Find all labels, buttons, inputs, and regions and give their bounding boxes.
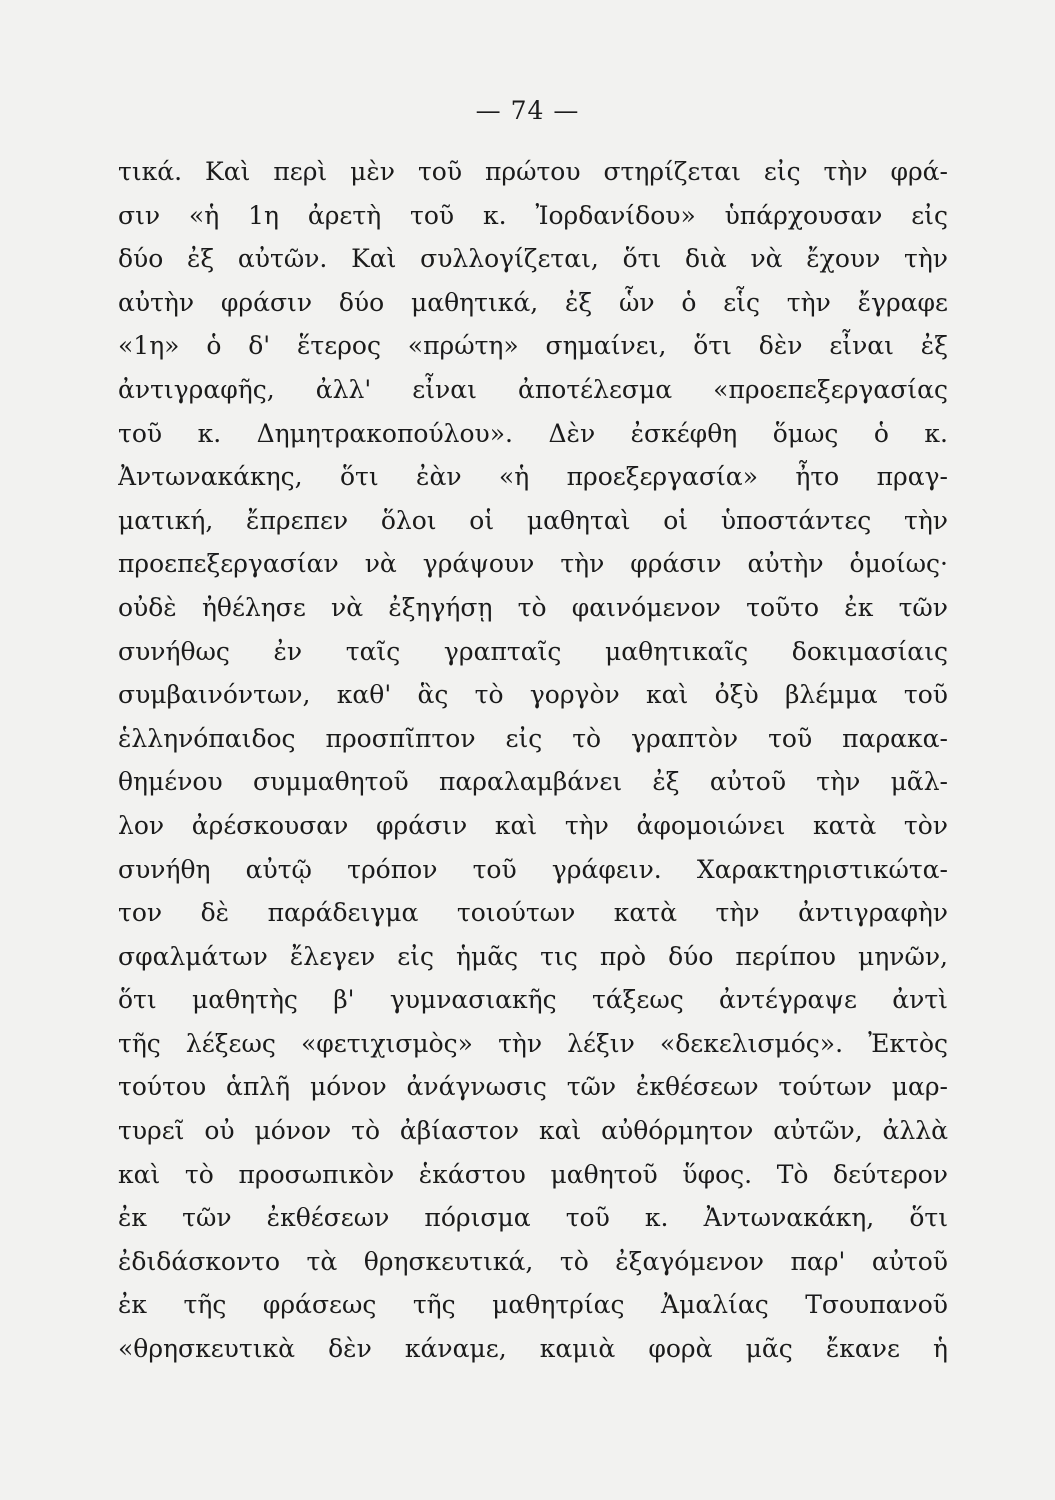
text-line: «1η» ὁ δ' ἕτερος «πρώτη» σημαίνει, ὅτι δὲν εἶναι ἐξ bbox=[118, 331, 948, 361]
text-line: συνήθως ἐν ταῖς γραπταῖς μαθητικαῖς δοκιμασίαις bbox=[118, 636, 948, 666]
text-line: ἑλληνόπαιδος προσπῖπτον εἰς τὸ γραπτὸν τοῦ παρακα- bbox=[118, 723, 948, 753]
text-line: ἀντιγραφῆς, ἀλλ' εἶναι ἀποτέλεσμα «προεπεξεργασίας bbox=[118, 374, 948, 404]
text-line: ματική, ἔπρεπεν ὅλοι οἱ μαθηταὶ οἱ ὑποστάντες τὴν bbox=[118, 505, 948, 535]
text-line: ὅτι μαθητὴς β' γυμνασιακῆς τάξεως ἀντέγραψε ἀντὶ bbox=[118, 985, 948, 1015]
text-line: προεπεξεργασίαν νὰ γράψουν τὴν φράσιν αὐτὴν ὁμοίως· bbox=[118, 549, 948, 579]
text-line: τῆς λέξεως «φετιχισμὸς» τὴν λέξιν «δεκελισμός». Ἐκτὸς bbox=[118, 1028, 948, 1058]
text-line: ἐκ τῶν ἐκθέσεων πόρισμα τοῦ κ. Ἀντωνακάκη, ὅτι bbox=[118, 1203, 948, 1233]
text-line: «θρησκευτικὰ δὲν κάναμε, καμιὰ φορὰ μᾶς ἔκανε ἡ bbox=[118, 1334, 948, 1364]
text-line: αὐτὴν φράσιν δύο μαθητικά, ἐξ ὧν ὁ εἷς τὴν ἔγραφε bbox=[118, 287, 948, 317]
text-line: ἐκ τῆς φράσεως τῆς μαθητρίας Ἀμαλίας Τσουπανοῦ bbox=[118, 1290, 948, 1320]
text-line: τοῦ κ. Δημητρακοπούλου». Δὲν ἐσκέφθη ὅμως ὁ κ. bbox=[118, 418, 948, 448]
page-number: — 74 — bbox=[475, 96, 580, 125]
text-line: συμβαινόντων, καθ' ἃς τὸ γοργὸν καὶ ὀξὺ βλέμμα τοῦ bbox=[118, 680, 948, 710]
text-line: ἐδιδάσκοντο τὰ θρησκευτικά, τὸ ἐξαγόμενον παρ' αὐτοῦ bbox=[118, 1246, 948, 1276]
text-line: σιν «ἡ 1η ἀρετὴ τοῦ κ. Ἰορδανίδου» ὑπάρχουσαν εἰς bbox=[118, 200, 948, 230]
text-line: τυρεῖ οὐ μόνον τὸ ἀβίαστον καὶ αὐθόρμητον αὐτῶν, ἀλλὰ bbox=[118, 1116, 948, 1146]
text-line: λον ἀρέσκουσαν φράσιν καὶ τὴν ἀφομοιώνει κατὰ τὸν bbox=[118, 810, 948, 840]
text-line: Ἀντωνακάκης, ὅτι ἐὰν «ἡ προεξεργασία» ἦτο πραγ- bbox=[118, 462, 948, 492]
text-line: δύο ἐξ αὐτῶν. Καὶ συλλογίζεται, ὅτι διὰ νὰ ἔχουν τὴν bbox=[118, 244, 948, 274]
text-line: καὶ τὸ προσωπικὸν ἑκάστου μαθητοῦ ὕφος. Τὸ δεύτερον bbox=[118, 1159, 948, 1189]
text-line: τικά. Καὶ περὶ μὲν τοῦ πρώτου στηρίζεται εἰς τὴν φρά- bbox=[118, 157, 948, 186]
text-line: τούτου ἁπλῆ μόνον ἀνάγνωσις τῶν ἐκθέσεων τούτων μαρ- bbox=[118, 1072, 948, 1102]
body-text bbox=[118, 150, 948, 1371]
text-line: θημένου συμμαθητοῦ παραλαμβάνει ἐξ αὐτοῦ τὴν μᾶλ- bbox=[118, 767, 948, 797]
text-line: σφαλμάτων ἔλεγεν εἰς ἡμᾶς τις πρὸ δύο περίπου μηνῶν, bbox=[118, 941, 948, 971]
text-line: συνήθη αὐτῷ τρόπον τοῦ γράφειν. Χαρακτηριστικώτα- bbox=[118, 854, 948, 884]
text-line: τον δὲ παράδειγμα τοιούτων κατὰ τὴν ἀντιγραφὴν bbox=[118, 898, 948, 928]
text-line: οὐδὲ ἠθέλησε νὰ ἐξηγήσῃ τὸ φαινόμενον τοῦτο ἐκ τῶν bbox=[118, 592, 948, 622]
